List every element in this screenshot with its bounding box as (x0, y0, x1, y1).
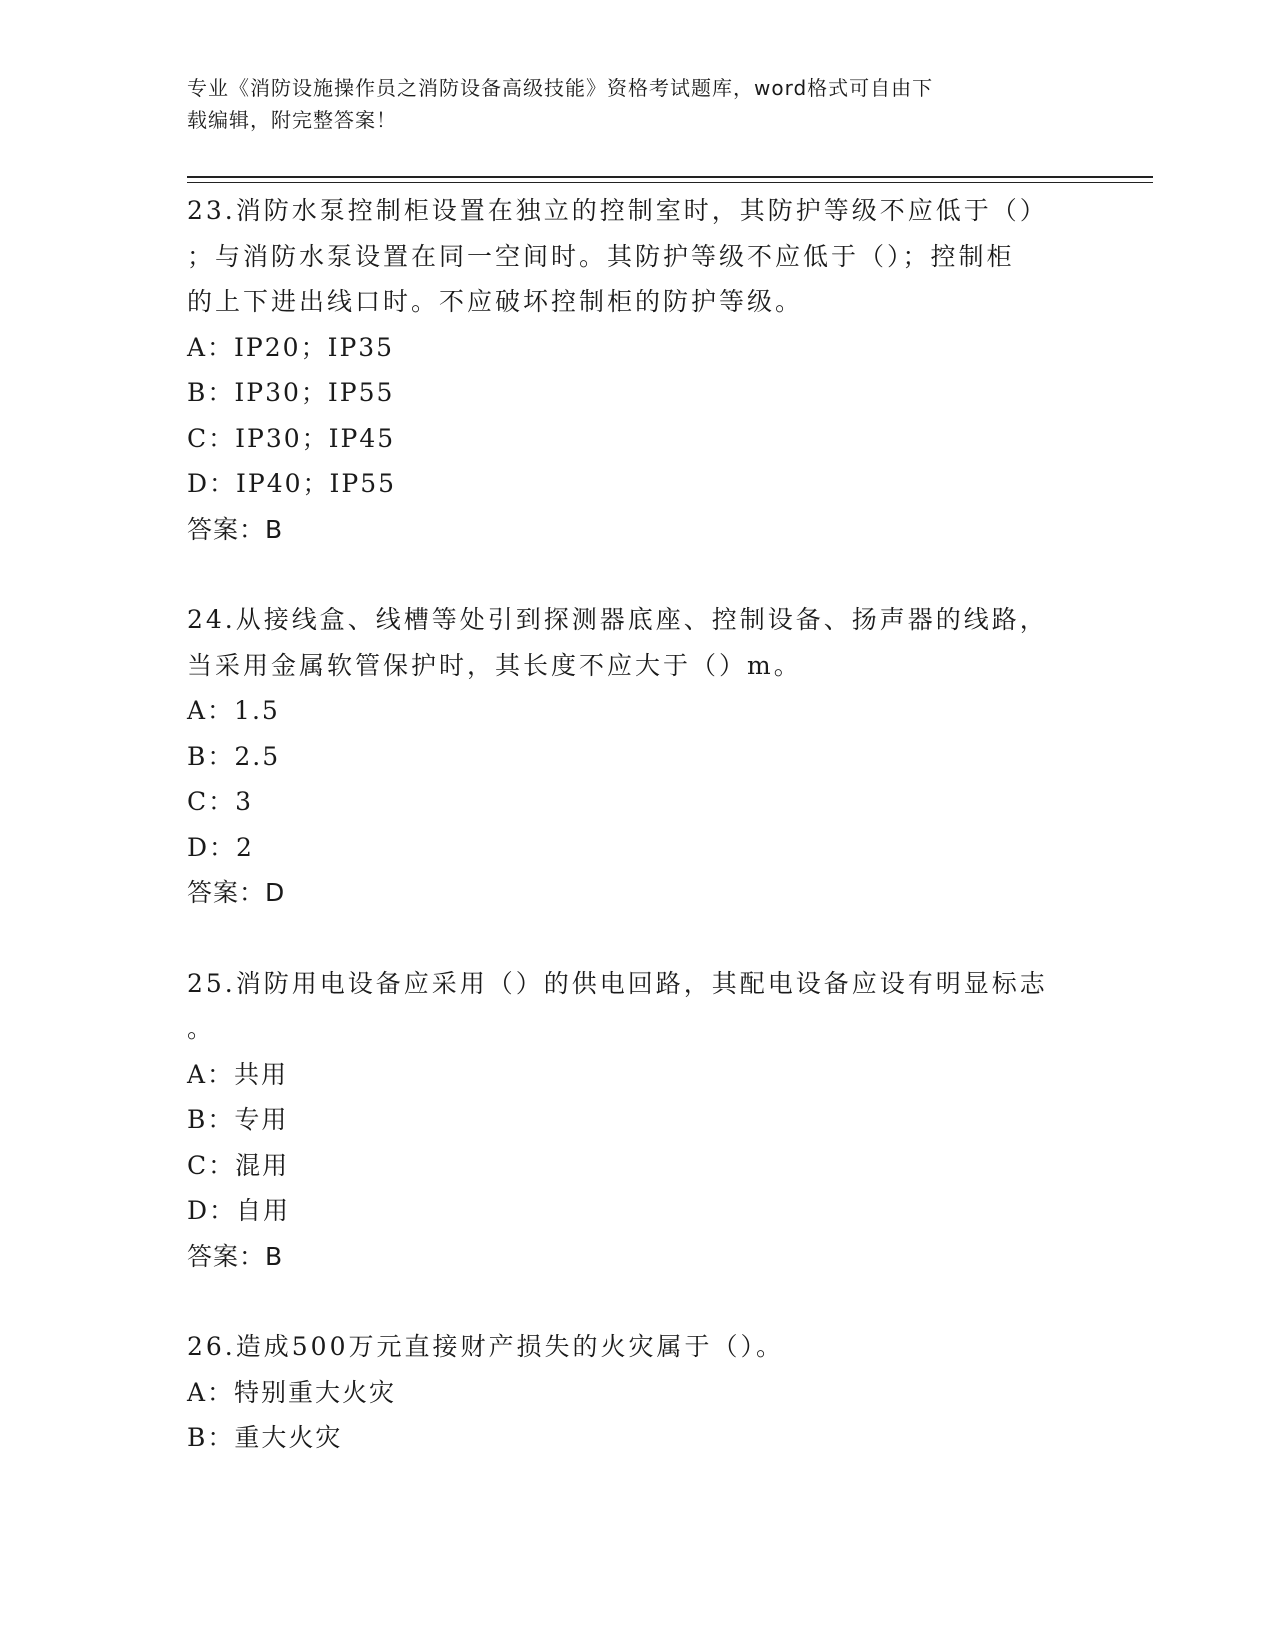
option-d: D：2 (187, 832, 254, 862)
option-c: C：混用 (187, 1150, 290, 1180)
option-d: D：IP40；IP55 (187, 469, 397, 498)
question-26 (187, 1324, 1067, 1461)
document-header (187, 72, 1067, 136)
question-stem-line: ；与消防水泵设置在同一空间时。其防护等级不应低于（）；控制柜 (187, 241, 1015, 271)
question-25 (187, 961, 1067, 1280)
question-stem-line: 26.造成500万元直接财产损失的火灾属于（）。 (187, 1332, 784, 1361)
option-a: A：共用 (187, 1059, 289, 1089)
question-stem-line: 23.消防水泵控制柜设置在独立的控制室时，其防护等级不应低于（） (187, 196, 1048, 225)
header-line-1: 专业《消防设施操作员之消防设备高级技能》资格考试题库，word格式可自由下 (187, 76, 934, 100)
question-list (187, 188, 1067, 1461)
header-divider-thick (187, 176, 1153, 178)
option-c: C：IP30；IP45 (187, 423, 396, 453)
option-b: B：重大火灾 (187, 1423, 343, 1452)
answer-line: 答案：B (187, 514, 284, 544)
question-stem-line: 的上下进出线口时。不应破坏控制柜的防护等级。 (187, 287, 804, 316)
option-b: B：专用 (187, 1105, 289, 1134)
question-24 (187, 597, 1067, 916)
option-a: A：1.5 (187, 696, 280, 725)
option-a: A：特别重大火灾 (187, 1377, 397, 1407)
option-c: C：3 (187, 787, 254, 816)
header-divider-thin (187, 182, 1153, 183)
answer-line: 答案：B (187, 1241, 284, 1271)
option-b: B：2.5 (187, 741, 281, 771)
question-23 (187, 188, 1067, 552)
question-stem-line: 25.消防用电设备应采用（）的供电回路，其配电设备应设有明显标志 (187, 968, 1048, 998)
option-b: B：IP30；IP55 (187, 378, 395, 407)
option-d: D：自用 (187, 1196, 291, 1225)
header-line-2: 载编辑，附完整答案！ (187, 108, 397, 132)
question-stem-line: 。 (187, 1014, 216, 1043)
question-stem-line: 当采用金属软管保护时，其长度不应大于（）m。 (187, 650, 802, 680)
answer-line: 答案：D (187, 878, 286, 907)
question-stem-line: 24.从接线盒、线槽等处引到探测器底座、控制设备、扬声器的线路， (187, 605, 1048, 634)
option-a: A：IP20；IP35 (187, 332, 395, 362)
